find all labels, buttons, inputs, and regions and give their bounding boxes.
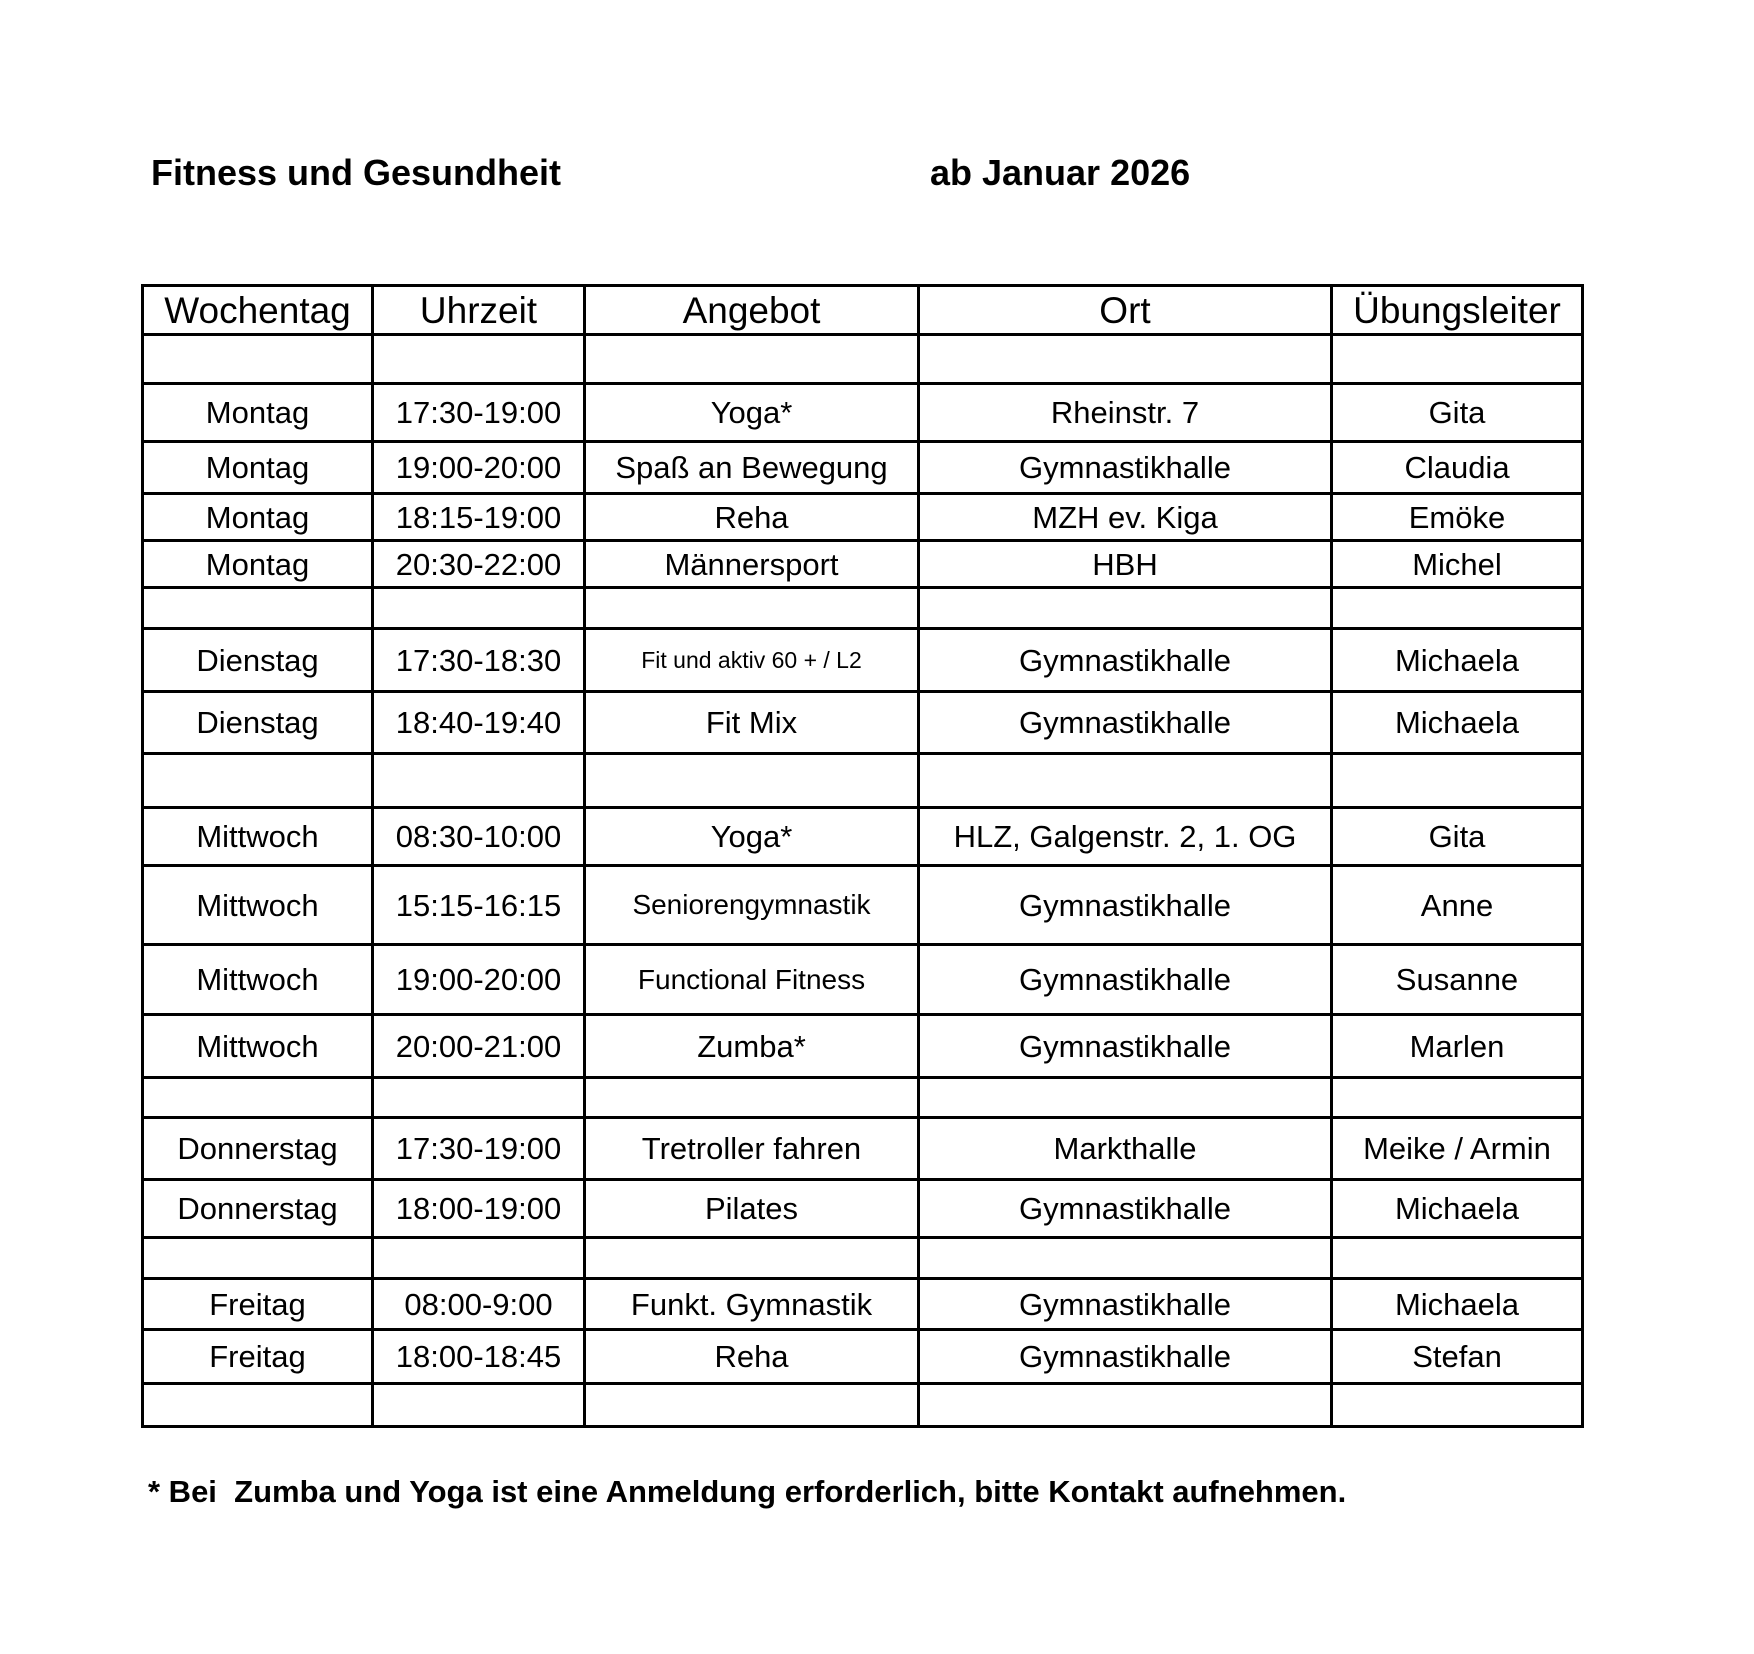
table-cell: Gymnastikhalle <box>919 1180 1332 1238</box>
table-cell: Gymnastikhalle <box>919 1279 1332 1330</box>
table-cell: Susanne <box>1332 945 1583 1015</box>
table-row-spacer <box>143 1384 1583 1427</box>
page-title: Fitness und Gesundheit <box>151 152 562 193</box>
table-cell <box>919 1078 1332 1118</box>
table-cell: Montag <box>143 494 373 541</box>
table-cell <box>1332 335 1583 384</box>
column-header-ort: Ort <box>919 286 1332 335</box>
table-cell: 17:30-18:30 <box>373 629 585 692</box>
table-cell <box>919 754 1332 808</box>
table-cell: 15:15-16:15 <box>373 866 585 945</box>
table-cell <box>373 1384 585 1427</box>
table-cell <box>143 754 373 808</box>
table-cell: Gymnastikhalle <box>919 1330 1332 1384</box>
table-cell <box>373 754 585 808</box>
table-cell: Fit Mix <box>585 692 919 754</box>
table-cell: 08:00-9:00 <box>373 1279 585 1330</box>
table-cell: 18:40-19:40 <box>373 692 585 754</box>
table-cell <box>1332 1238 1583 1279</box>
table-row <box>143 692 1583 754</box>
table-cell: Marlen <box>1332 1015 1583 1078</box>
table-cell <box>919 1384 1332 1427</box>
table-cell: Montag <box>143 384 373 442</box>
table-cell: MZH ev. Kiga <box>919 494 1332 541</box>
registration-note: * Bei Zumba und Yoga ist eine Anmeldung erforderlich, bitte Kontakt aufnehmen. <box>148 1474 1347 1509</box>
table-cell: Gita <box>1332 384 1583 442</box>
table-row <box>143 494 1583 541</box>
table-cell <box>585 588 919 629</box>
table-cell <box>373 1078 585 1118</box>
page-subtitle: ab Januar 2026 <box>930 152 1191 193</box>
table-cell <box>143 1078 373 1118</box>
table-cell: Reha <box>585 494 919 541</box>
column-header-angebot: Angebot <box>585 286 919 335</box>
column-header-wochentag: Wochentag <box>143 286 373 335</box>
table-cell: Mittwoch <box>143 1015 373 1078</box>
table-cell <box>143 1238 373 1279</box>
table-cell: Emöke <box>1332 494 1583 541</box>
table-cell: 18:00-19:00 <box>373 1180 585 1238</box>
column-header-uebungsleiter: Übungsleiter <box>1332 286 1583 335</box>
table-row <box>143 945 1583 1015</box>
table-row <box>143 629 1583 692</box>
table-cell: Montag <box>143 442 373 494</box>
table-cell: Dienstag <box>143 692 373 754</box>
table-row-spacer <box>143 754 1583 808</box>
table-cell <box>373 588 585 629</box>
table-cell: Fit und aktiv 60 + / L2 <box>585 629 919 692</box>
table-cell <box>585 754 919 808</box>
table-cell: Michel <box>1332 541 1583 588</box>
table-cell: 19:00-20:00 <box>373 945 585 1015</box>
table-cell: Montag <box>143 541 373 588</box>
table-cell: 18:00-18:45 <box>373 1330 585 1384</box>
table-cell <box>919 588 1332 629</box>
table-cell: 19:00-20:00 <box>373 442 585 494</box>
table-cell: Mittwoch <box>143 866 373 945</box>
table-cell: Meike / Armin <box>1332 1118 1583 1180</box>
table-row <box>143 1015 1583 1078</box>
table-row <box>143 541 1583 588</box>
table-cell: Stefan <box>1332 1330 1583 1384</box>
table-row <box>143 442 1583 494</box>
table-cell: Gymnastikhalle <box>919 442 1332 494</box>
table-cell: Functional Fitness <box>585 945 919 1015</box>
table-row-spacer <box>143 1078 1583 1118</box>
table-cell: Donnerstag <box>143 1118 373 1180</box>
table-cell <box>919 1238 1332 1279</box>
table-cell: Spaß an Bewegung <box>585 442 919 494</box>
table-cell: Michaela <box>1332 1180 1583 1238</box>
table-cell: Zumba* <box>585 1015 919 1078</box>
table-cell: Yoga* <box>585 808 919 866</box>
table-row <box>143 384 1583 442</box>
table-cell <box>1332 754 1583 808</box>
table-cell: Michaela <box>1332 692 1583 754</box>
table-cell: Seniorengymnastik <box>585 866 919 945</box>
table-cell: Freitag <box>143 1279 373 1330</box>
table-cell: Dienstag <box>143 629 373 692</box>
table-cell: Markthalle <box>919 1118 1332 1180</box>
table-cell: Anne <box>1332 866 1583 945</box>
table-cell <box>143 335 373 384</box>
column-header-uhrzeit: Uhrzeit <box>373 286 585 335</box>
table-cell: Donnerstag <box>143 1180 373 1238</box>
table-cell: Pilates <box>585 1180 919 1238</box>
table-cell: Mittwoch <box>143 808 373 866</box>
table-cell: Gymnastikhalle <box>919 1015 1332 1078</box>
table-cell: 20:00-21:00 <box>373 1015 585 1078</box>
table-cell: 17:30-19:00 <box>373 1118 585 1180</box>
table-cell <box>373 1238 585 1279</box>
table-cell: Tretroller fahren <box>585 1118 919 1180</box>
table-row-spacer <box>143 588 1583 629</box>
table-cell: Mittwoch <box>143 945 373 1015</box>
table-cell <box>1332 588 1583 629</box>
table-cell: HLZ, Galgenstr. 2, 1. OG <box>919 808 1332 866</box>
table-cell <box>143 588 373 629</box>
table-cell <box>143 1384 373 1427</box>
table-cell: Gymnastikhalle <box>919 945 1332 1015</box>
table-cell <box>585 1078 919 1118</box>
table-row <box>143 808 1583 866</box>
table-row <box>143 1180 1583 1238</box>
table-row <box>143 866 1583 945</box>
table-cell <box>1332 1078 1583 1118</box>
table-row <box>143 1330 1583 1384</box>
table-cell <box>585 1384 919 1427</box>
schedule-table <box>141 284 1584 1428</box>
table-cell: Gita <box>1332 808 1583 866</box>
table-cell: Gymnastikhalle <box>919 629 1332 692</box>
table-row-spacer <box>143 1238 1583 1279</box>
table-header-row <box>143 286 1583 335</box>
table-cell: 18:15-19:00 <box>373 494 585 541</box>
table-cell: Michaela <box>1332 1279 1583 1330</box>
table-cell: Funkt. Gymnastik <box>585 1279 919 1330</box>
table-cell: HBH <box>919 541 1332 588</box>
table-cell <box>919 335 1332 384</box>
table-cell: 17:30-19:00 <box>373 384 585 442</box>
table-cell: Michaela <box>1332 629 1583 692</box>
table-cell: 20:30-22:00 <box>373 541 585 588</box>
table-cell: Rheinstr. 7 <box>919 384 1332 442</box>
table-cell <box>1332 1384 1583 1427</box>
table-row <box>143 1118 1583 1180</box>
table-cell: Yoga* <box>585 384 919 442</box>
table-cell: Gymnastikhalle <box>919 692 1332 754</box>
table-cell <box>373 335 585 384</box>
table-cell: Freitag <box>143 1330 373 1384</box>
table-cell: 08:30-10:00 <box>373 808 585 866</box>
table-row <box>143 1279 1583 1330</box>
table-cell <box>585 335 919 384</box>
table-cell: Claudia <box>1332 442 1583 494</box>
table-row-spacer <box>143 335 1583 384</box>
table-cell: Reha <box>585 1330 919 1384</box>
table-cell: Gymnastikhalle <box>919 866 1332 945</box>
table-cell <box>585 1238 919 1279</box>
table-cell: Männersport <box>585 541 919 588</box>
